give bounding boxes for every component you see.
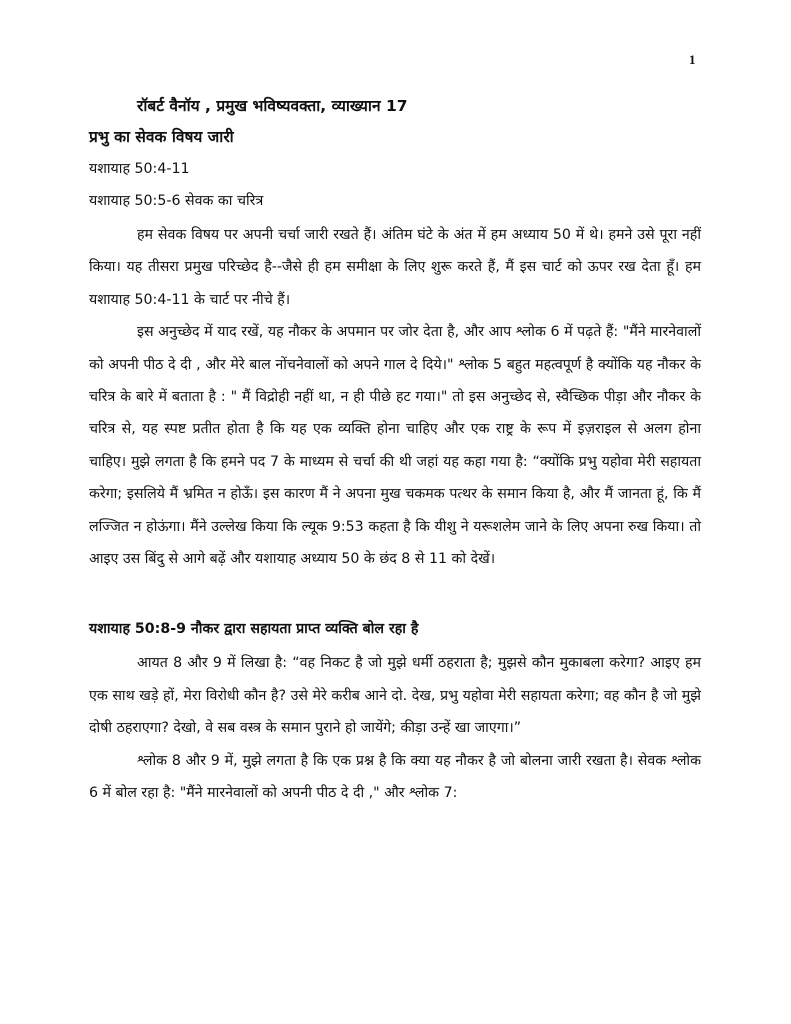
page-number: 1	[689, 52, 696, 67]
section-title: प्रभु का सेवक विषय जारी	[89, 128, 234, 146]
paragraph-humiliation: इस अनुच्छेद में याद रखें, यह नौकर के अपमान पर जोर देता है, और आप श्लोक 6 में पढ़ते हैं: "मैंने मारनेवालों को अपनी पीठ दे दी , और मेरे बाल नोंचनेवालों को अपने गाल दे दिये।" श्लोक 5 बहुत महत्वपूर्ण है क्योंकि यह नौकर के चरित्र के बारे में बताता है : " मैं विद्रोही नहीं था, न ही पीछे हट गया।" तो इस अनुच्छेद से, स्वैच्छिक पीड़ा और नौकर के चरित्र से, यह स्पष्ट प्रतीत होता है कि यह एक व्यक्ति होना चाहिए और एक राष्ट्र के रूप में इज़राइल से अलग होना चाहिए। मुझे लगता है कि हमने पद 7 के माध्यम से चर्चा की थी जहां यह कहा गया है: “क्योंकि प्रभु यहोवा मेरी सहायता करेगा; इसलिये मैं भ्रमित न होऊँ। इस कारण मैं ने अपना मुख चकमक पत्थर के समान किया है, और मैं जानता हूं, कि मैं लज्जित न होऊंगा। मैंने उल्लेख किया कि ल्यूक 9:53 कहता है कि यीशु ने यरूशलेम जाने के लिए अपना रुख किया। तो आइए उस बिंदु से आगे बढ़ें और यशायाह अध्याय 50 के छंद 8 से 11 को देखें।	[89, 324, 701, 568]
subheading-servant-character: यशायाह 50:5-6 सेवक का चरित्र	[89, 193, 264, 209]
subheading-servant-helped: यशायाह 50:8-9 नौकर द्वारा सहायता प्राप्त व्यक्ति बोल रहा है	[89, 621, 419, 638]
scripture-reference: यशायाह 50:4-11	[89, 161, 190, 177]
document-body	[89, 92, 701, 810]
lecture-title: रॉबर्ट वैनॉय , प्रमुख भविष्यवक्ता, व्याख्यान 17	[137, 97, 408, 115]
section-spacer	[89, 575, 701, 615]
paragraph-question: श्लोक 8 और 9 में, मुझे लगता है कि एक प्रश्न है कि क्या यह नौकर है जो बोलना जारी रखता है। सेवक श्लोक 6 में बोल रहा है: "मैंने मारनेवालों को अपनी पीठ दे दी ," और श्लोक 7:	[89, 752, 701, 802]
paragraph-verses-8-9: आयत 8 और 9 में लिखा है: “वह निकट है जो मुझे धर्मी ठहराता है; मुझसे कौन मुकाबला करेगा? आइए हम एक साथ खड़े हों, मेरा विरोधी कौन है? उसे मेरे करीब आने दो. देख, प्रभु यहोवा मेरी सहायता करेगा; वह कौन है जो मुझे दोषी ठहराएगा? देखो, वे सब वस्त्र के समान पुराने हो जायेंगे; कीड़ा उन्हें खा जाएगा।”	[89, 655, 701, 737]
paragraph-intro: हम सेवक विषय पर अपनी चर्चा जारी रखते हैं। अंतिम घंटे के अंत में हम अध्याय 50 में थे। हमने उसे पूरा नहीं किया। यह तीसरा प्रमुख परिच्छेद है--जैसे ही हम समीक्षा के लिए शुरू करते हैं, मैं इस चार्ट को ऊपर रख देता हूँ। हम यशायाह 50:4-11 के चार्ट पर नीचे हैं।	[89, 227, 701, 308]
